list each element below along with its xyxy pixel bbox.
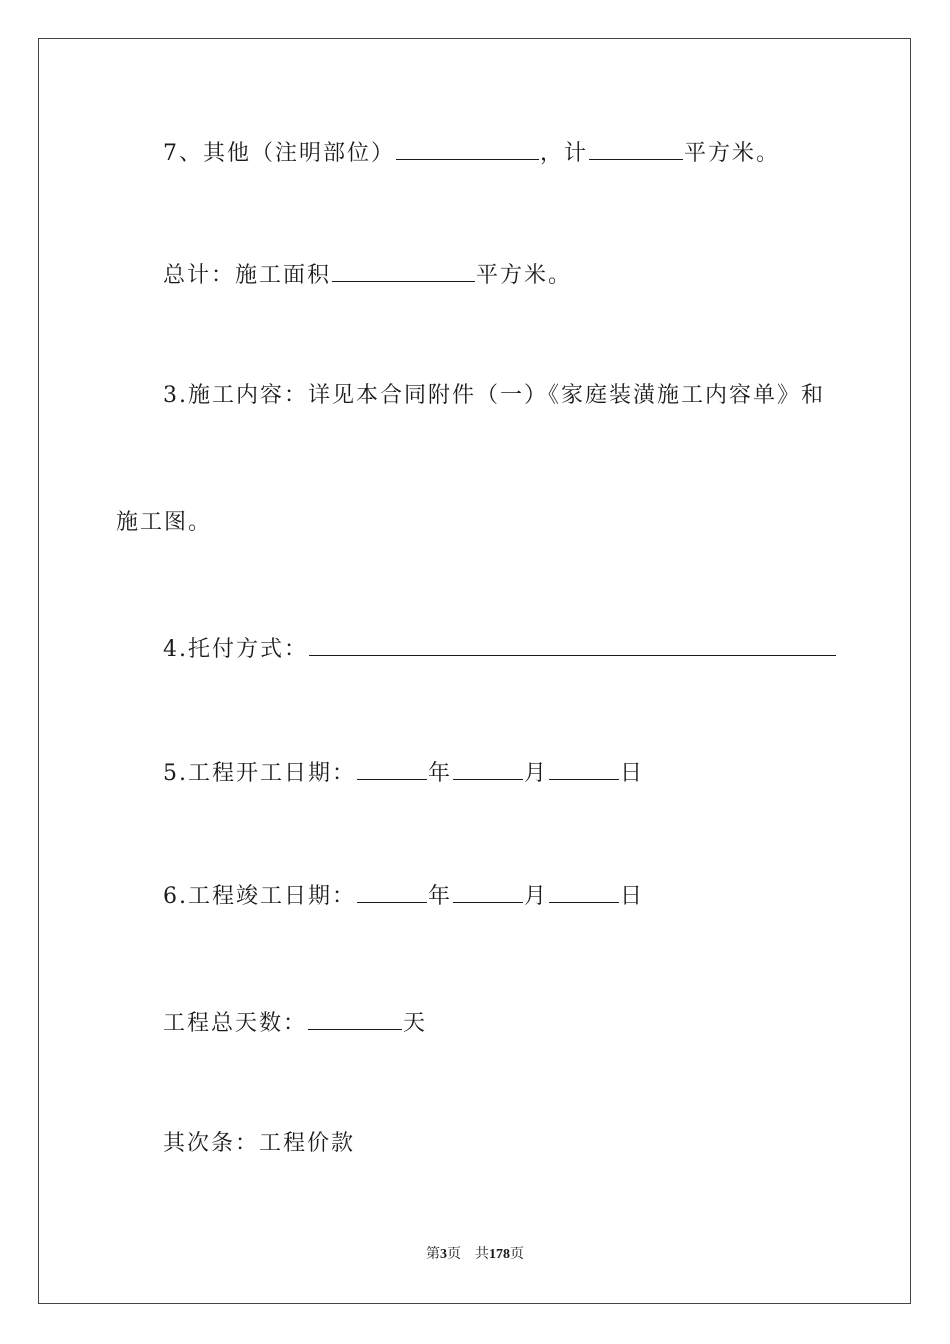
start-year-blank[interactable] — [357, 757, 427, 780]
start-year-label: 年 — [428, 761, 453, 786]
page-label-pre: 第 — [426, 1247, 440, 1262]
end-day-label: 日 — [620, 884, 645, 909]
end-month-blank[interactable] — [453, 880, 523, 903]
page-number: 3 — [440, 1247, 447, 1262]
total-area-prefix: 总计：施工面积 — [163, 263, 332, 288]
start-day-blank[interactable] — [549, 757, 619, 780]
page-footer — [0, 1245, 950, 1265]
end-year-label: 年 — [428, 884, 453, 909]
total-days-blank[interactable] — [308, 1007, 402, 1030]
start-date-prefix: 5.工程开工日期： — [163, 761, 356, 786]
other-location-blank[interactable] — [396, 137, 539, 160]
end-year-blank[interactable] — [357, 880, 427, 903]
other-area-suffix: 平方米。 — [684, 141, 781, 166]
line-total-days — [163, 1007, 427, 1039]
other-area-middle: ，计 — [540, 141, 589, 166]
construction-content-text: 3.施工内容：详见本合同附件（一）《家庭装潢施工内容单》和 — [163, 383, 825, 408]
page-label-post: 页 — [447, 1247, 461, 1262]
other-area-size-blank[interactable] — [589, 137, 683, 160]
end-date-prefix: 6.工程竣工日期： — [163, 884, 356, 909]
line-other-area — [163, 137, 780, 169]
line-total-area — [163, 259, 572, 291]
start-day-label: 日 — [620, 761, 645, 786]
line-start-date — [163, 757, 644, 789]
other-area-prefix: 7、其他（注明部位） — [163, 141, 395, 166]
total-days-suffix: 天 — [403, 1011, 428, 1036]
line-construction-content — [163, 381, 825, 411]
start-month-label: 月 — [524, 761, 549, 786]
line-payment-method — [163, 633, 837, 665]
end-month-label: 月 — [524, 884, 549, 909]
section-heading-project-price — [163, 1129, 355, 1159]
line-construction-content-continued — [116, 508, 212, 538]
end-day-blank[interactable] — [549, 880, 619, 903]
construction-content-continued-text: 施工图。 — [116, 510, 213, 535]
total-label-pre: 共 — [475, 1247, 489, 1262]
payment-method-blank[interactable] — [309, 633, 836, 656]
total-label-post: 页 — [510, 1247, 524, 1262]
total-days-prefix: 工程总天数： — [163, 1011, 308, 1036]
total-area-suffix: 平方米。 — [476, 263, 573, 288]
section-heading-text: 其次条：工程价款 — [163, 1131, 356, 1156]
total-pages: 178 — [489, 1247, 510, 1262]
total-area-blank[interactable] — [332, 259, 475, 282]
page-border — [38, 38, 911, 1304]
line-end-date — [163, 880, 644, 912]
payment-method-prefix: 4.托付方式： — [163, 637, 308, 662]
start-month-blank[interactable] — [453, 757, 523, 780]
